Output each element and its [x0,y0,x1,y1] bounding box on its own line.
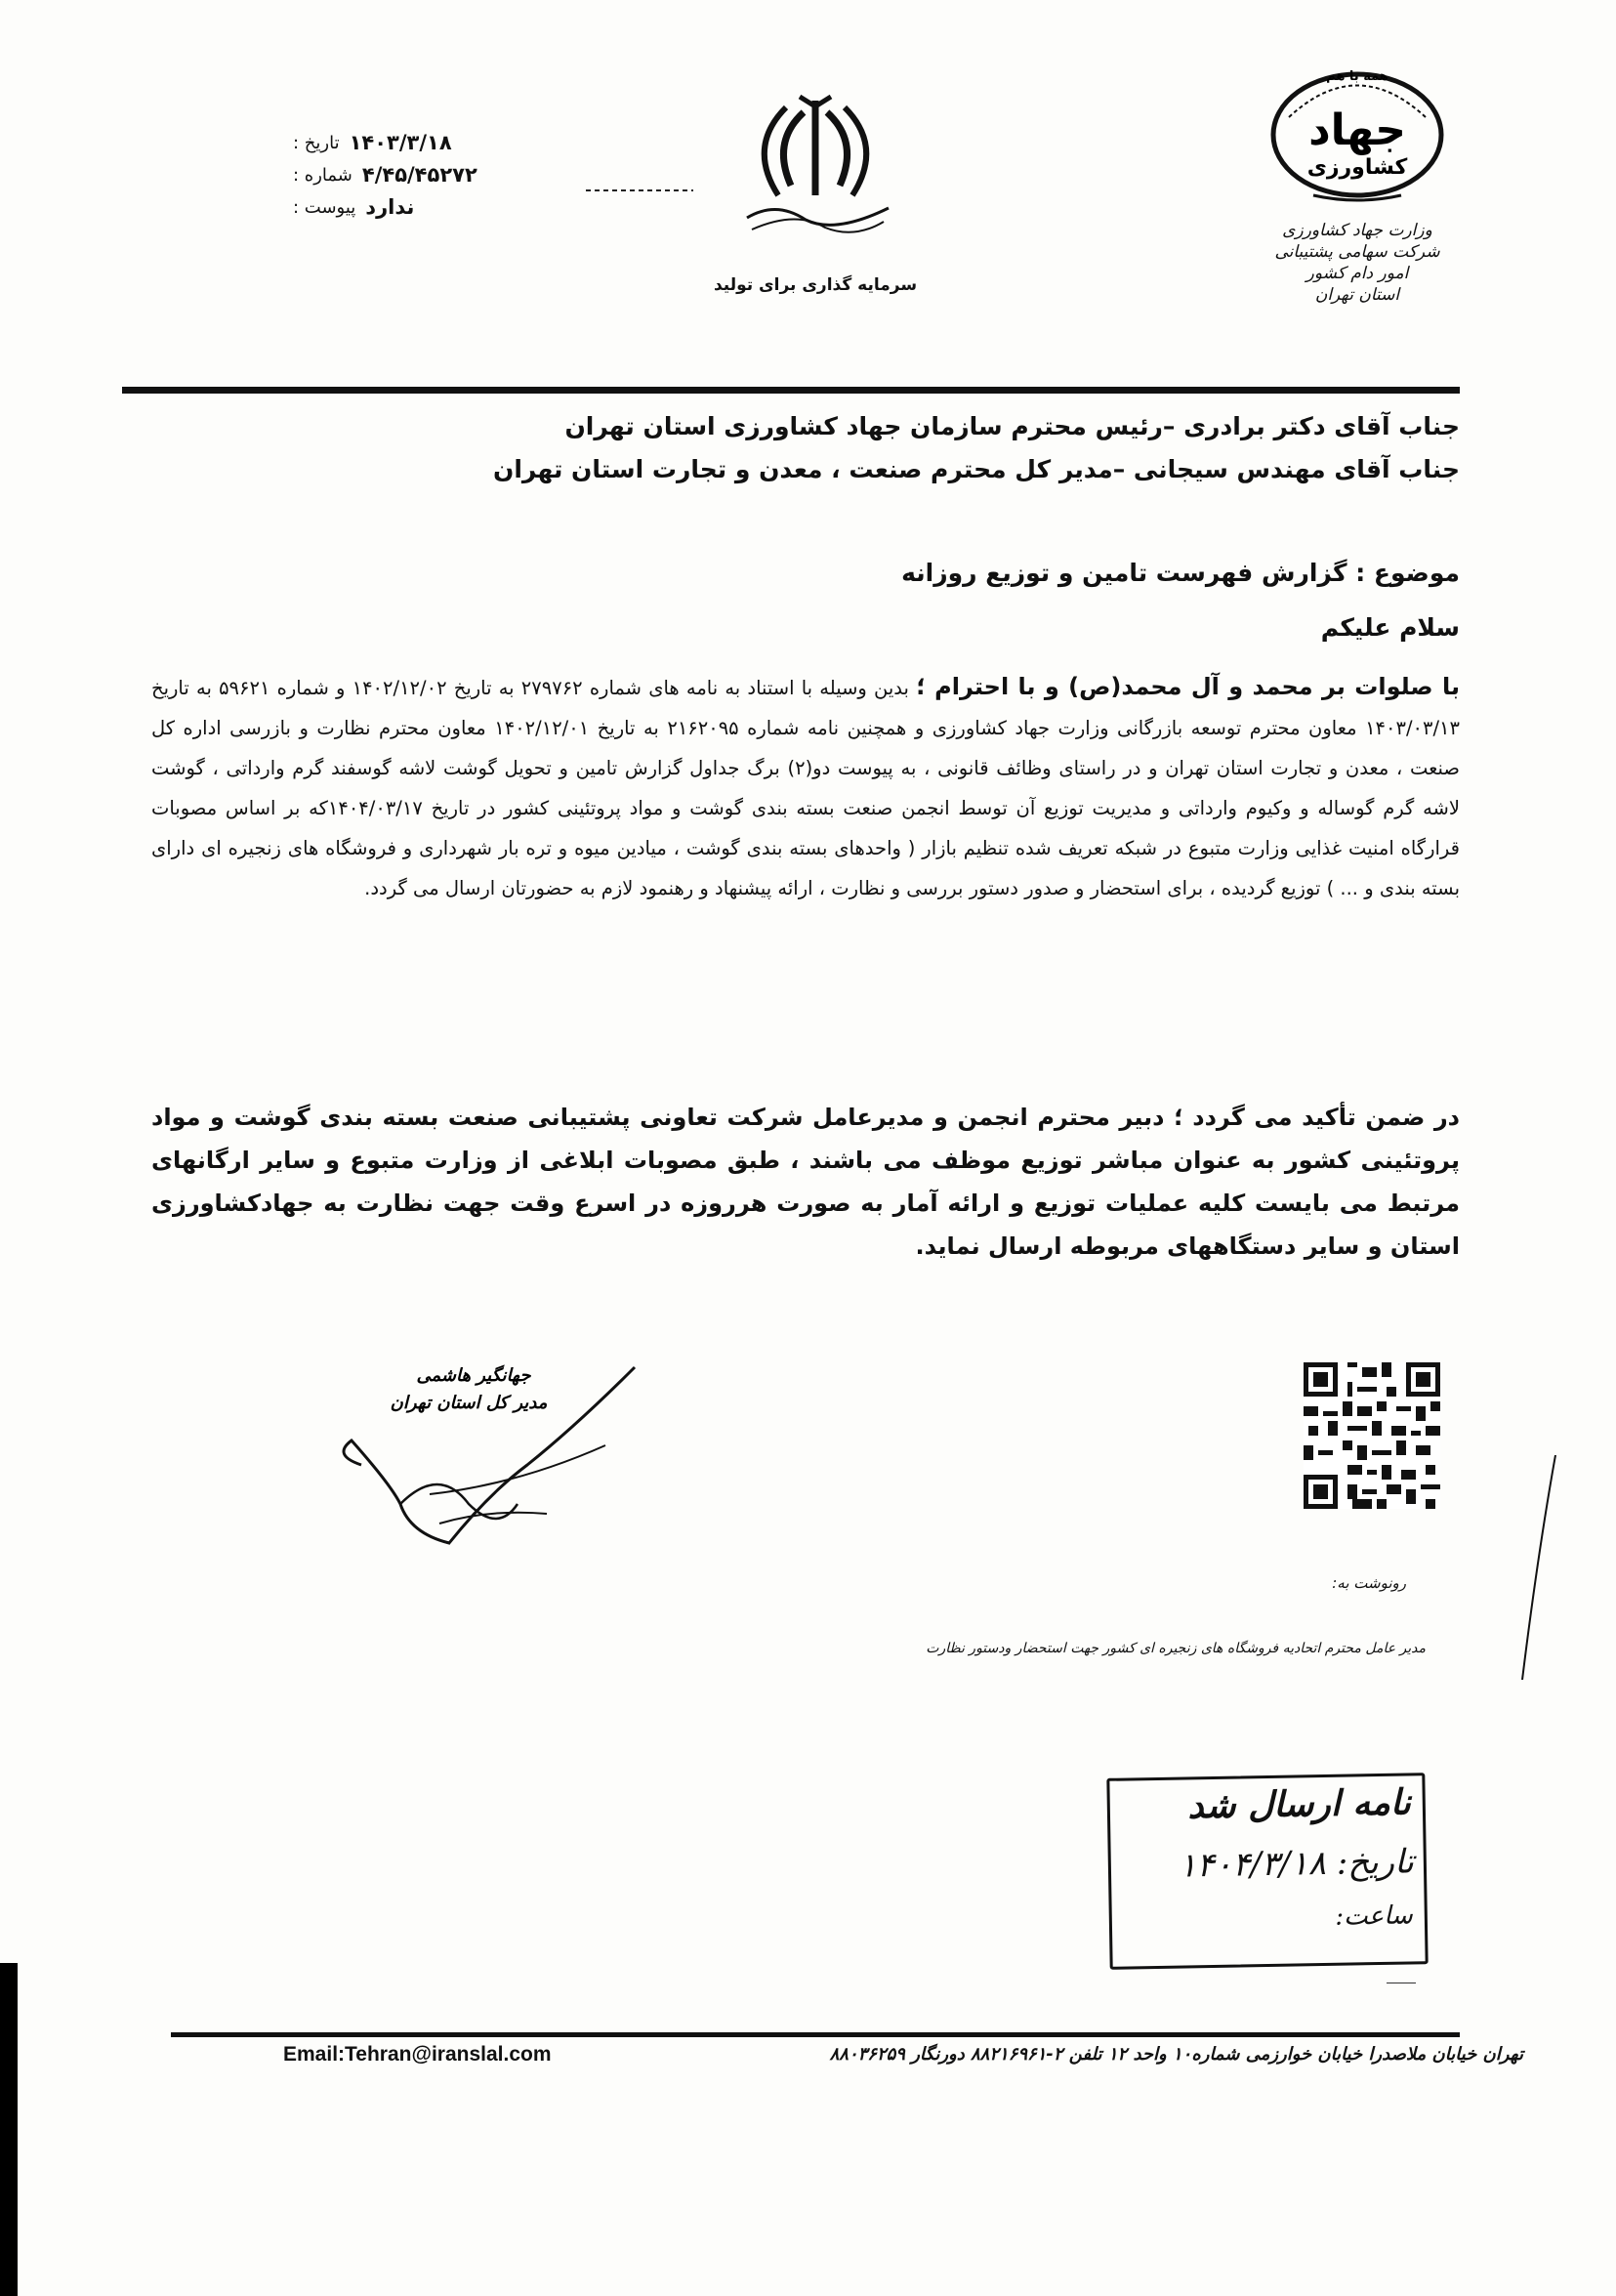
signer-title: مدیر کل استان تهران [390,1393,548,1413]
stamp-line-1: نامه ارسال شد [1187,1781,1412,1827]
subject-line: موضوع : گزارش فهرست تامین و توزیع روزانه [901,559,1460,587]
ministry-lines [1269,220,1445,306]
body-paragraph-1-text: بدین وسیله با استناد به نامه های شماره ۲۷۹۷۶۲ به تاریخ ۱۴۰۲/۱۲/۰۲ و شماره ۵۹۶۲۱ به تاریخ ۱۴۰۳/۰۳/۱۳ معاون محترم توسعه بازرگانی وزارت جهاد کشاورزی و همچنین نامه شماره ۲۱۶۲۰۹۵ به تاریخ ۱۴۰۲/۱۲/۰۱ معاون محترم نظارت و بازرسی اداره کل صنعت ، معدن و تجارت استان تهران و در راستای وظائف قانونی ، به پیوست دو(۲) برگ جداول گزارش تامین و تحویل گوشت لاشه گوسفند گرم وارداتی ، گوشت لاشه گرم گوساله و وکیوم وارداتی و مدیریت توزیع آن توسط انجمن صنعت بسته بندی گوشت و مواد پروتئینی کشور در تاریخ ۱۴۰۴/۰۳/۱۷که بر اساس مصوبات قرارگاه امنیت غذایی وزارت متبوع در شبکه تعریف شده تنظیم بازار ( واحدهای بسته بندی گوشت ، میادین میوه و تره بار شهرداری و فروشگاه های زنجیره ای دارای بسته بندی و ... ) توزیع گردیده ، برای استحضار و صدور دستور بررسی و نظارت ، ارائه پیشنهاد و رهنمود لازم به حضورتان ارسال می گردد. [151,677,1460,899]
cc-recipient: مدیر عامل محترم اتحادیه فروشگاه های زنجیره ای کشور جهت استحضار ودستور نظارت [926,1641,1426,1656]
qr-code-icon [1304,1362,1440,1509]
addressee-line: جناب آقای دکتر برادری –رئیس محترم سازمان جهاد کشاورزی استان تهران [564,412,1460,440]
sent-stamp [1106,1773,1428,1970]
ministry-line: وزارت جهاد کشاورزی [1282,221,1432,240]
body-paragraph-1 [151,667,1460,908]
jahad-keshavarzi-logo [1260,59,1455,205]
signer-name: جهانگیر هاشمی [416,1365,531,1386]
date-label: تاریخ : [293,133,340,153]
attachment-label: پیوست : [293,197,356,218]
letter-meta [293,127,518,224]
emblem-caption: سرمایه گذاری برای تولید [713,275,918,295]
stamp-line-2: تاریخ: ۱۴۰۴/۳/۱۸ [1178,1842,1415,1886]
header-rule [122,387,1460,394]
number-row [293,159,518,191]
signature [322,1348,644,1572]
number-value: ۴/۴۵/۴۵۲۷۲ [361,163,477,187]
margin-pen-stroke [1518,1455,1557,1680]
date-value: ۱۴۰۳/۳/۱۸ [349,131,452,154]
ministry-line: استان تهران [1314,285,1400,305]
addressee-line: جناب آقای مهندس سیجانی –مدیر کل محترم صنعت ، معدن و تجارت استان تهران [493,455,1460,483]
body-paragraph-2: در ضمن تأکید می گردد ؛ دبیر محترم انجمن و مدیرعامل شرکت تعاونی پشتیبانی صنعت بسته بندی گوشت و مواد پروتئینی کشور به عنوان مباشر توزیع موظف می باشند ، طبق مصوبات ابلاغی از وزارت متبوع و سایر ارگانهای مرتبط می بایست کلیه عملیات توزیع و ارائه آمار به صورت هرروزه در اسرع وقت جهت نظارت به جهادکشاورزی استان و سایر دستگاههای مربوطه ارسال نماید. [151,1104,1460,1260]
footer-address: تهران خیابان ملاصدرا خیابان خوارزمی شماره۱۰ واحد ۱۲ تلفن ۲-۸۸۲۱۶۹۶۱ دورنگار ۸۸۰۳۶۲۵۹ [829,2044,1523,2065]
attachment-value: ندارد [365,195,415,219]
attachment-row [293,191,518,224]
stamp-line-3: ساعت: [1335,1900,1414,1932]
date-row [293,127,518,159]
addressees [244,405,1460,491]
dash-mark [586,186,693,195]
body-lead: با صلوات بر محمد و آل محمد(ص) و با احترام ؛ [916,673,1460,700]
ministry-line: شرکت سهامی پشتیبانی امور دام کشور [1274,242,1440,283]
footer-email: Email:Tehran@iranslal.com [283,2043,552,2066]
scan-edge-bar [0,1963,18,2296]
footer-rule [171,2032,1460,2037]
logo-subtitle: کشاورزی [1306,155,1408,180]
cc-label: رونوشت به: [1332,1574,1406,1592]
greeting: سلام علیکم [1320,613,1460,642]
logo-title: جهاد [1308,105,1406,155]
iran-emblem-icon [727,93,903,239]
logo-arc-text: همه با هم [1326,69,1388,84]
number-label: شماره : [293,165,352,186]
